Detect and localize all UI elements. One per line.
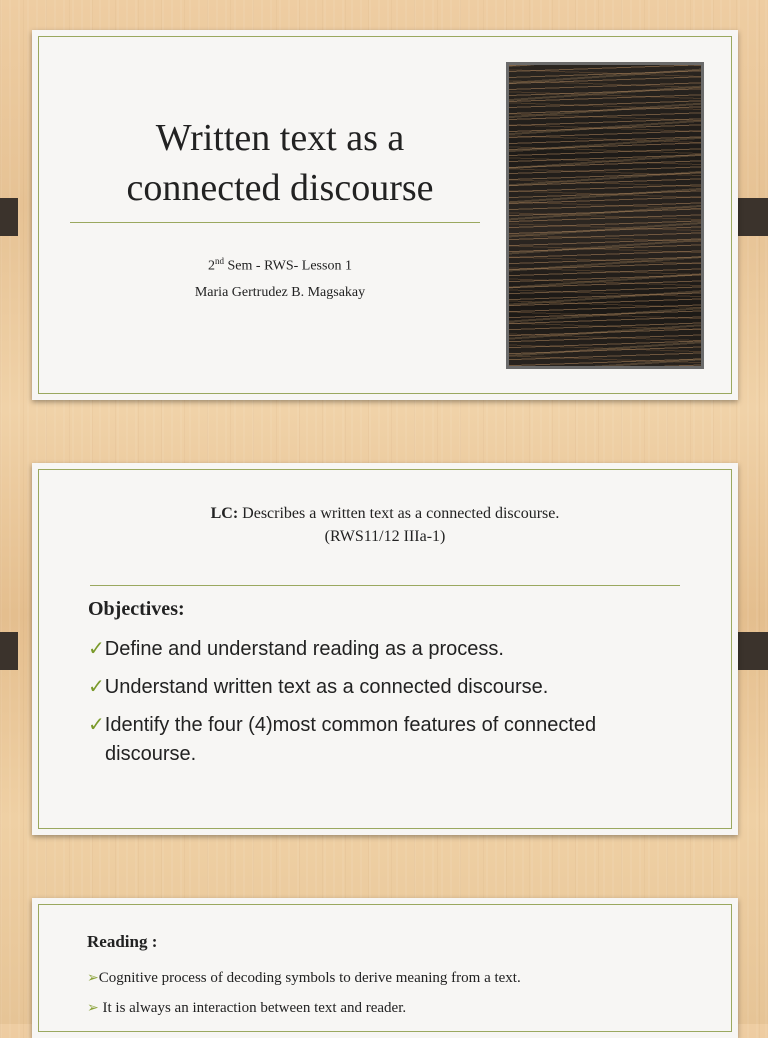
objective-text: Understand written text as a connected discourse. [104, 676, 549, 698]
arrow-bullet-icon: ➢ [87, 1001, 99, 1016]
sem-number: 2 [208, 258, 216, 274]
reading-bullets [87, 968, 707, 1028]
lc-text: Describes a written text as a connected discourse. [238, 505, 560, 522]
learning-competency [112, 502, 658, 548]
slide-title[interactable] [32, 30, 738, 400]
checkmark-icon: ✓ [88, 676, 105, 698]
list-item [88, 711, 688, 769]
slide-reading[interactable] [32, 898, 738, 1038]
slide-title-heading [80, 113, 480, 213]
arrow-bullet-icon: ➢ [87, 971, 99, 986]
slide-objectives[interactable] [32, 463, 738, 835]
objectives-list [88, 635, 688, 778]
lc-code: (RWS11/12 IIIa-1) [324, 528, 446, 545]
list-item [88, 635, 688, 664]
author-name: Maria Gertrudez B. Magsakay [194, 285, 366, 300]
list-item [87, 968, 707, 989]
title-divider [70, 222, 480, 223]
sem-suffix: nd [215, 256, 225, 266]
lc-label: LC: [210, 505, 239, 522]
lesson-subtitle [80, 256, 480, 275]
objectives-heading: Objectives: [88, 598, 185, 620]
title-line-2: connected discourse [126, 167, 434, 209]
bullet-text: It is always an interaction between text and reader. [98, 1000, 407, 1016]
bullet-text: Cognitive process of decoding symbols to derive meaning from a text. [98, 970, 521, 986]
wood-texture-image [506, 62, 704, 369]
list-item [87, 998, 707, 1019]
lc-line [112, 502, 658, 525]
sem-rest: Sem - RWS- Lesson 1 [224, 258, 352, 274]
checkmark-icon: ✓ [88, 638, 105, 660]
list-item [88, 673, 688, 702]
title-line-1: Written text as a [155, 117, 405, 159]
reading-heading: Reading : [87, 932, 158, 951]
slide1-left-tab [0, 198, 18, 236]
slide2-left-tab [0, 632, 18, 670]
objective-text: Define and understand reading as a process. [104, 638, 504, 660]
objective-text: Identify the four (4)most common features of connected discourse. [104, 714, 597, 765]
checkmark-icon: ✓ [88, 714, 105, 736]
lc-divider [90, 585, 680, 586]
